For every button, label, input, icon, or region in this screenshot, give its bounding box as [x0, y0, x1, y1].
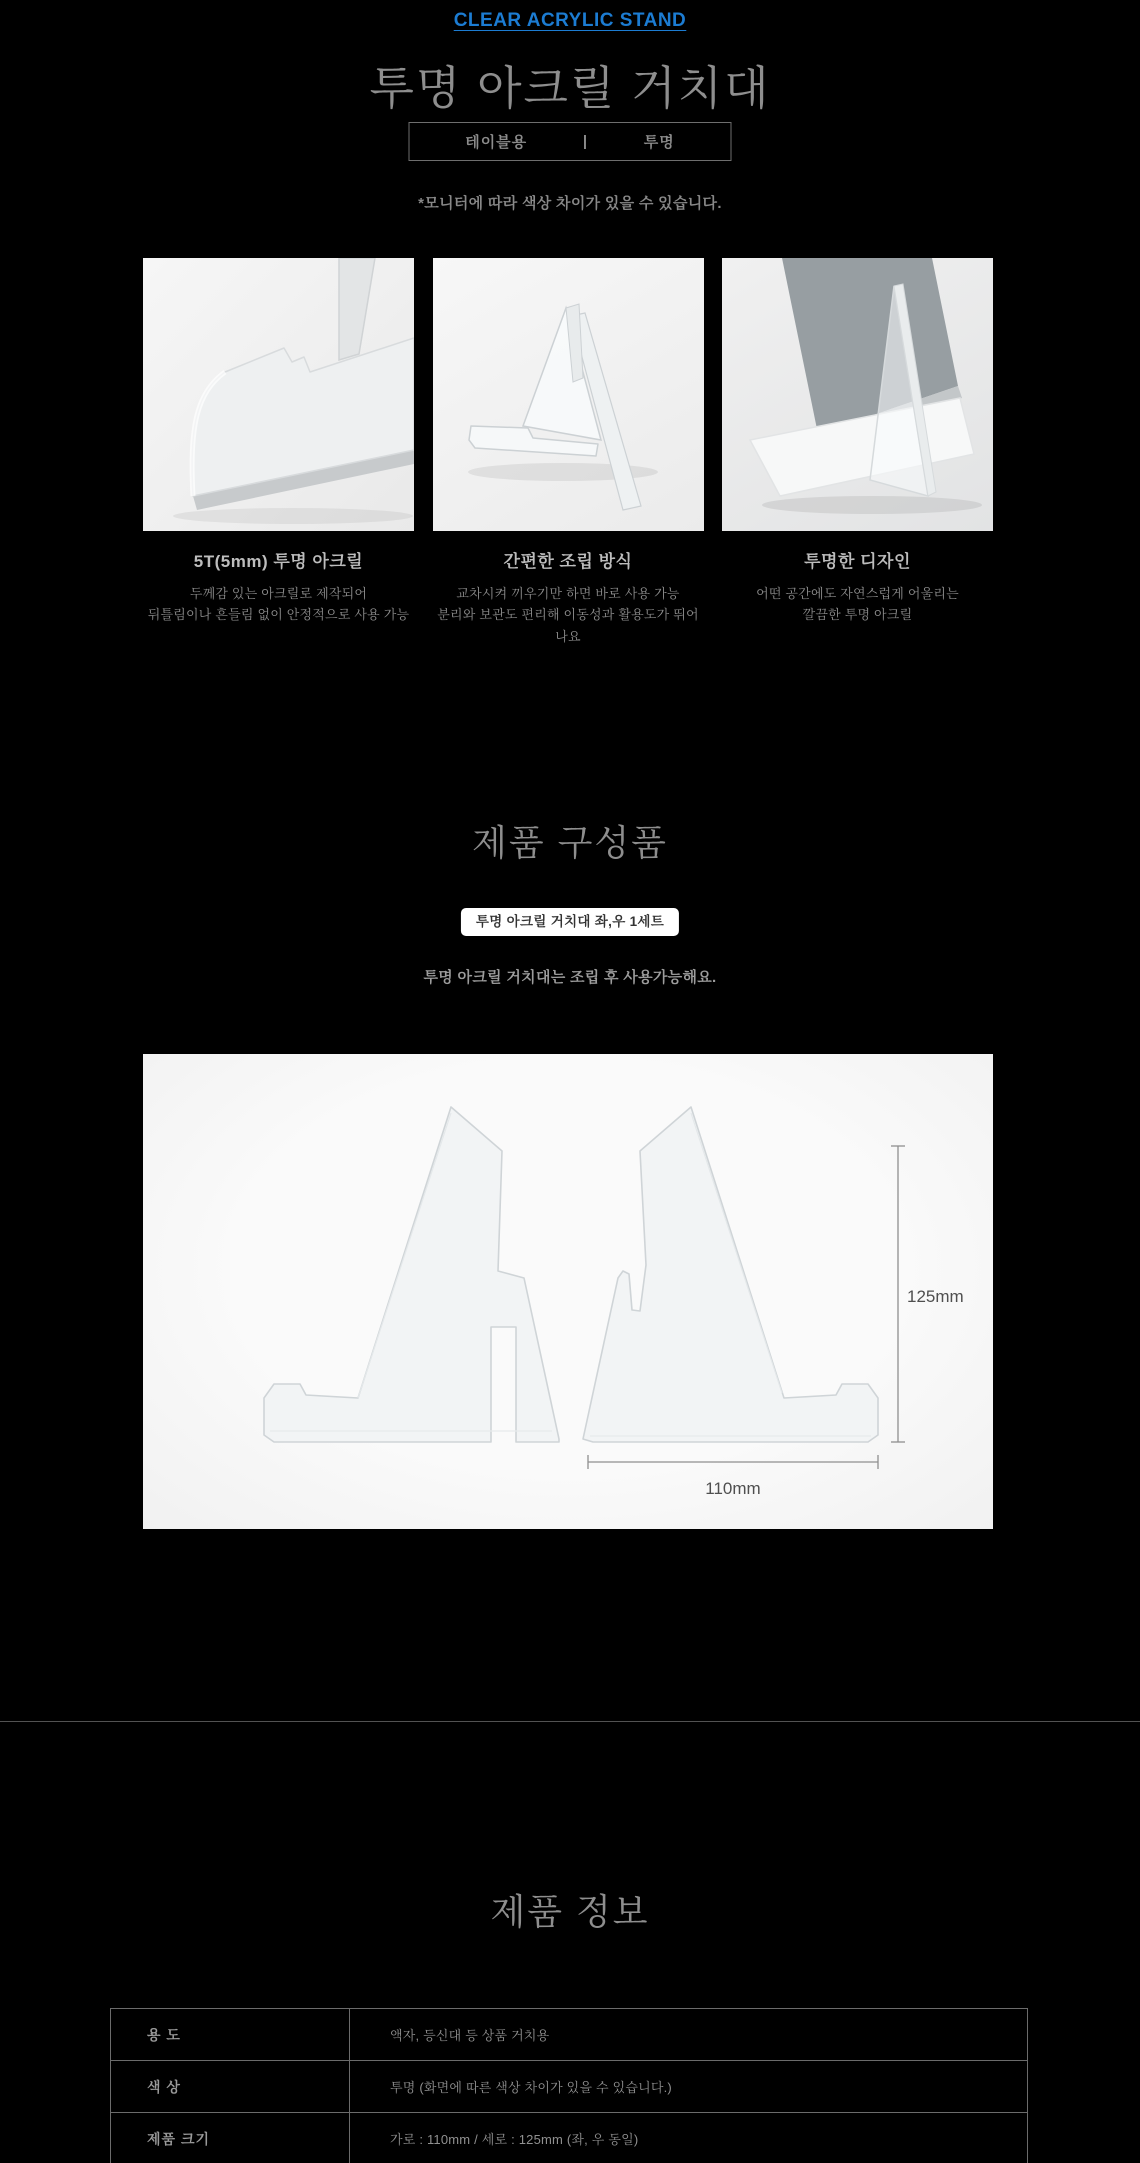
spec-box	[409, 122, 732, 161]
set-contents-badge: 투명 아크릴 거치대 좌,우 1세트	[461, 908, 679, 936]
acrylic-closeup-graphic	[143, 258, 414, 531]
acrylic-thickness-photo	[143, 258, 414, 531]
info-section-title: 제품 정보	[490, 1891, 650, 1932]
desc-line-2: 뒤틀림이나 흔들림 없이 안정적으로 사용 가능	[147, 607, 410, 623]
spec-usage-label: 테이블용	[465, 134, 528, 151]
stand-with-frame-graphic	[722, 258, 993, 531]
section-divider	[0, 1721, 1140, 1722]
width-dimension-label: 110mm	[705, 1479, 761, 1498]
components-section-title: 제품 구성품	[472, 822, 668, 863]
row-value: 액자, 등신대 등 상품 거치용	[390, 2028, 550, 2043]
table-row-color	[111, 2060, 1027, 2112]
feature-thickness	[143, 258, 414, 647]
assembly-note: 투명 아크릴 거치대는 조립 후 사용가능해요.	[423, 969, 717, 986]
page-title: 투명 아크릴 거치대	[369, 62, 771, 114]
feature-assembly	[433, 258, 704, 647]
spec-color-label: 투명	[643, 134, 675, 151]
assembled-stand-photo	[433, 258, 704, 531]
row-label: 색 상	[111, 2061, 350, 2112]
feature-title: 간편한 조립 방식	[503, 552, 633, 571]
feature-row	[143, 258, 993, 647]
left-stand-piece	[264, 1107, 559, 1442]
spec-divider: |	[582, 133, 589, 150]
clear-acrylic-stand-link[interactable]: CLEAR ACRYLIC STAND	[453, 10, 687, 31]
product-dimensions-photo	[143, 1054, 993, 1529]
height-dimension-line	[891, 1146, 905, 1442]
feature-design	[722, 258, 993, 647]
row-value: 가로 : 110mm / 세로 : 125mm (좌, 우 동일)	[390, 2132, 639, 2147]
assembled-stand-graphic	[433, 258, 704, 531]
feature-description	[433, 583, 704, 647]
feature-description	[143, 583, 414, 626]
row-label: 제품 크기	[111, 2113, 350, 2163]
table-row-size	[111, 2112, 1027, 2163]
desc-line-1: 교차시켜 끼우기만 하면 바로 사용 가능	[456, 586, 680, 601]
row-value: 투명 (화면에 따른 색상 차이가 있을 수 있습니다.)	[390, 2080, 672, 2095]
right-stand-piece	[583, 1107, 878, 1442]
stand-with-frame-photo	[722, 258, 993, 531]
width-dimension-line	[588, 1455, 878, 1469]
feature-title: 투명한 디자인	[804, 552, 911, 571]
desc-line-1: 어떤 공간에도 자연스럽게 어울리는	[756, 586, 959, 601]
desc-line-2: 깔끔한 투명 아크릴	[802, 607, 913, 623]
table-row-usage	[111, 2009, 1027, 2060]
feature-title: 5T(5mm) 투명 아크릴	[193, 552, 364, 571]
desc-line-1: 두께감 있는 아크릴로 제작되어	[189, 586, 368, 601]
product-info-table	[110, 2008, 1028, 2163]
desc-line-2: 분리와 보관도 편리해 이동성과 활용도가 뛰어나요	[437, 607, 699, 644]
height-dimension-label: 125mm	[907, 1287, 964, 1306]
row-label: 용 도	[111, 2009, 350, 2060]
dimensions-graphic	[143, 1054, 993, 1529]
feature-description	[722, 583, 993, 626]
monitor-color-note: *모니터에 따라 색상 차이가 있을 수 있습니다.	[418, 195, 722, 212]
